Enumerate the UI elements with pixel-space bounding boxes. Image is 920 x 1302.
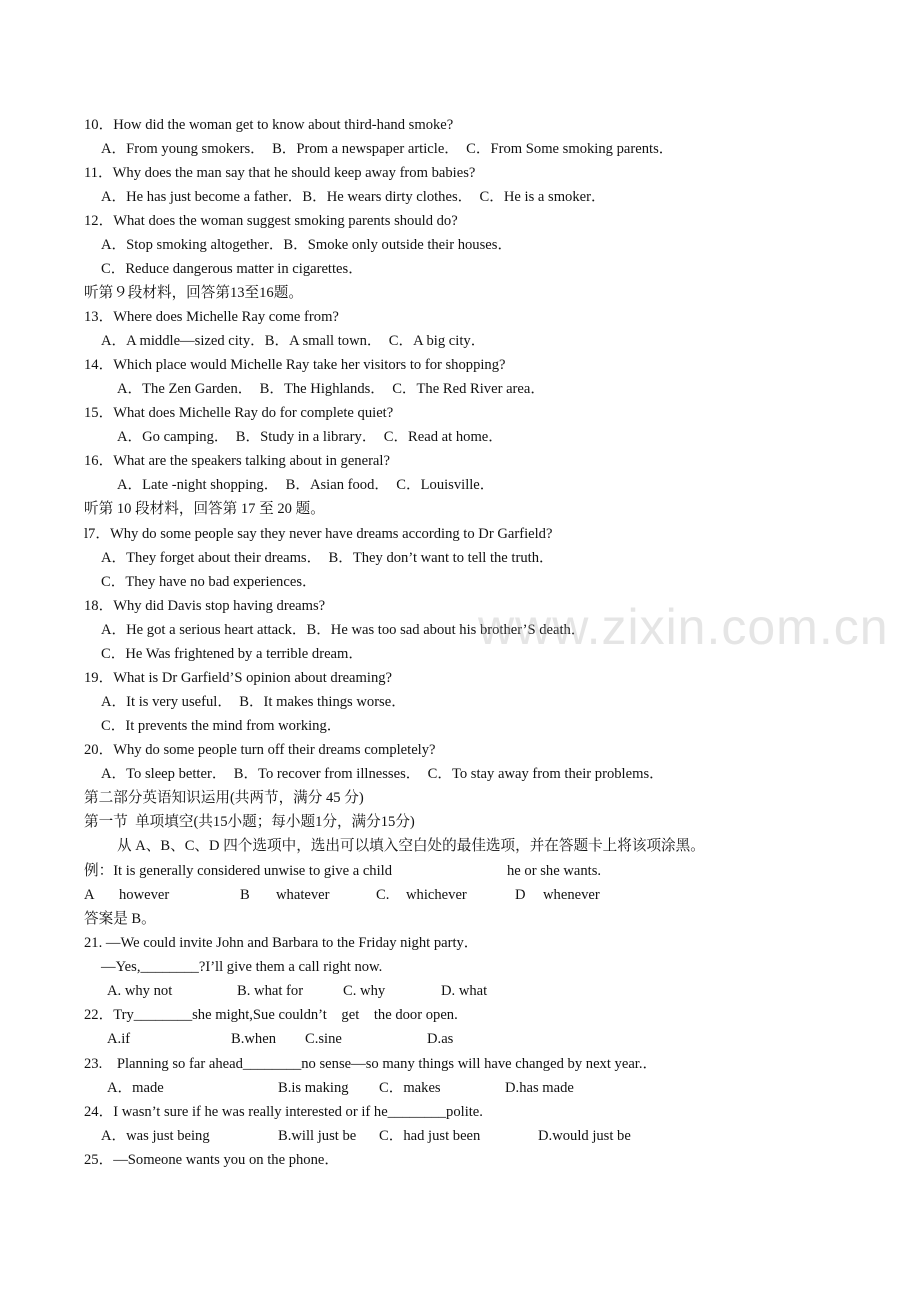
question-22-option-d: D.as <box>427 1031 454 1047</box>
section-heading-9: 听第９段材料，回答第13至16题。 <box>84 285 303 301</box>
example-option-d: whenever <box>543 887 600 903</box>
question-12: 12．What does the woman suggest smoking parents should do? <box>84 213 458 229</box>
watermark: www.zixin.com.cn <box>478 599 889 655</box>
question-19-option-c: C．It prevents the mind from working． <box>101 718 342 734</box>
example-option-b-letter: B <box>240 887 250 903</box>
question-13: 13．Where does Michelle Ray come from? <box>84 309 339 325</box>
question-19-options-ab: A．It is very useful． B．It makes things worse． <box>101 694 406 710</box>
question-21-reply: —Yes,________?I’ll give them a call right now. <box>101 959 383 975</box>
question-12-options-ab: A．Stop smoking altogether．B．Smoke only outside their houses． <box>101 237 513 253</box>
part-two-heading: 第二部分英语知识运用(共两节，满分 45 分) <box>84 790 364 806</box>
question-18-options-ab: A．He got a serious heart attack．B．He was too sad about his brother’S death． <box>101 622 586 638</box>
question-22-option-a: A.if <box>107 1031 131 1047</box>
question-23-option-a: A．made <box>107 1080 164 1096</box>
question-21: 21. —We could invite John and Barbara to the Friday night party． <box>84 935 479 951</box>
question-21-option-a: A. why not <box>107 983 173 999</box>
question-14-options: A．The Zen Garden． B．The Highlands． C．The Red River area． <box>117 381 545 397</box>
question-12-option-c: C．Reduce dangerous matter in cigarettes． <box>101 261 363 277</box>
question-17-options-ab: A．They forget about their dreams． B．They don’t want to tell the truth． <box>101 550 554 566</box>
example-question: 例：It is generally considered unwise to give a child <box>84 863 393 879</box>
example-option-c: whichever <box>406 887 467 903</box>
question-24-option-a: A．was just being <box>101 1128 210 1144</box>
question-21-option-d: D. what <box>441 983 488 999</box>
question-15: 15．What does Michelle Ray do for complete quiet? <box>84 405 394 421</box>
question-25: 25．—Someone wants you on the phone． <box>84 1152 339 1168</box>
example-answer: 答案是 B。 <box>84 911 156 927</box>
question-24-option-d: D.would just be <box>538 1128 631 1144</box>
question-20-options: A．To sleep better． B．To recover from illnesses． C．To stay away from their problems． <box>101 766 664 782</box>
question-16-options: A．Late -night shopping． B．Asian food． C．Louisville． <box>117 477 495 493</box>
question-19: 19．What is Dr Garfield’S opinion about dreaming? <box>84 670 393 686</box>
question-16: 16．What are the speakers talking about in general? <box>84 453 390 469</box>
question-11: 11．Why does the man say that he should keep away from babies? <box>84 165 476 181</box>
question-14: 14．Which place would Michelle Ray take her visitors to for shopping? <box>84 357 506 373</box>
question-10-options: A．From young smokers． B．Prom a newspaper article． C．From Some smoking parents． <box>101 141 674 157</box>
question-18-option-c: C．He Was frightened by a terrible dream． <box>101 646 363 662</box>
question-21-option-c: C. why <box>343 983 386 999</box>
question-10: 10．How did the woman get to know about third-hand smoke? <box>84 117 454 133</box>
example-question-end: he or she wants. <box>507 863 602 879</box>
example-option-d-letter: D <box>515 887 526 903</box>
question-17-option-c: C．They have no bad experiences． <box>101 574 317 590</box>
question-23-option-c: C．makes <box>379 1080 441 1096</box>
example-option-a-letter: A <box>84 887 95 903</box>
example-option-c-letter: C. <box>376 887 390 903</box>
question-11-options: A．He has just become a father．B．He wears dirty clothes． C．He is a smoker． <box>101 189 606 205</box>
section-heading-10: 听第 10 段材料，回答第 17 至 20 题。 <box>84 501 325 517</box>
question-23: 23. Planning so far ahead________no sense—so many things will have changed by next year.． <box>84 1056 658 1072</box>
example-option-a: however <box>119 887 170 903</box>
section-one-heading: 第一节 单项填空(共15小题；每小题1分，满分15分) <box>84 814 415 830</box>
question-22: 22．Try________she might,Sue couldn’t get the door open. <box>84 1007 458 1023</box>
question-22-option-b: B.when <box>231 1031 276 1047</box>
question-22-option-c: C.sine <box>305 1031 342 1047</box>
question-24: 24．I wasn’t sure if he was really interested or if he________polite. <box>84 1104 483 1120</box>
question-18: 18．Why did Davis stop having dreams? <box>84 598 326 614</box>
question-23-option-d: D.has made <box>505 1080 574 1096</box>
question-24-option-c: C．had just been <box>379 1128 481 1144</box>
question-24-option-b: B.will just be <box>278 1128 357 1144</box>
question-23-option-b: B.is making <box>278 1080 349 1096</box>
question-15-options: A．Go camping． B．Study in a library． C．Read at home． <box>117 429 503 445</box>
question-17: l7．Why do some people say they never have dreams according to Dr Garfield? <box>84 526 553 542</box>
example-option-b: whatever <box>276 887 330 903</box>
question-13-options: A．A middle—sized city．B．A small town． C．A big city． <box>101 333 486 349</box>
question-21-option-b: B. what for <box>237 983 304 999</box>
question-20: 20．Why do some people turn off their dreams completely? <box>84 742 436 758</box>
instructions: 从 A、B、C、D 四个选项中，选出可以填入空白处的最佳选项，并在答题卡上将该项涂黑。 <box>117 838 705 854</box>
